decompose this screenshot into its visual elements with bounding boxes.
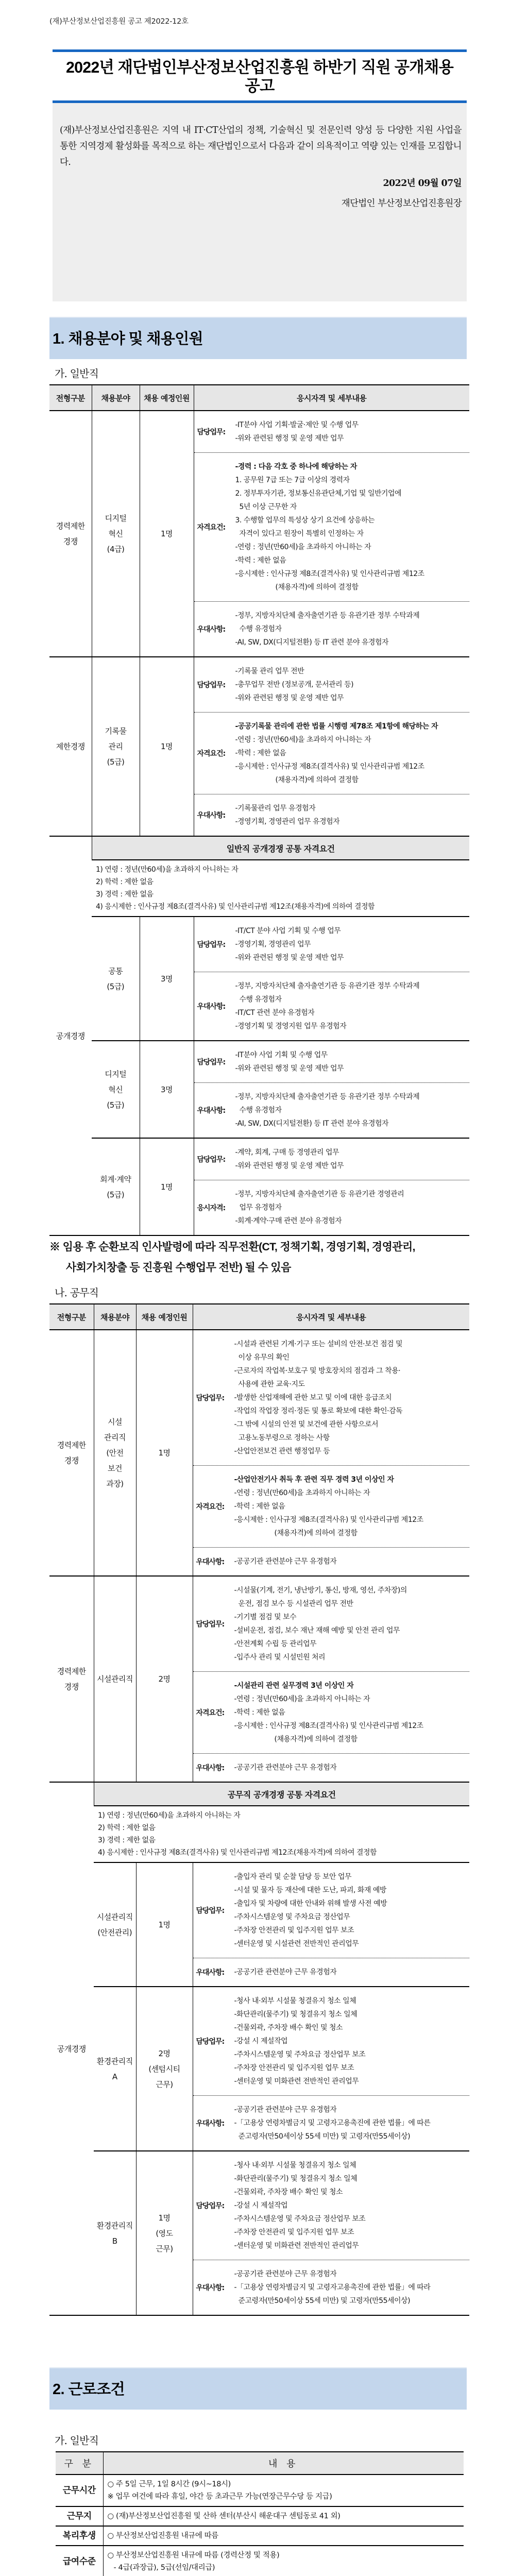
condition-value [103, 2506, 464, 2526]
job-field: 시설관리직 [94, 1576, 136, 1782]
detail-line: 수행 유경험자 [239, 1106, 282, 1114]
detail-block [193, 1547, 470, 1575]
detail-lines [234, 1584, 470, 1664]
detail-label: 우대사항: [197, 625, 226, 634]
detail-line: -정부, 지방자치단체 출자출연기관 등 유관기관 경영관리 [235, 1190, 404, 1198]
detail-line: -주차시스템운영 및 주차요금 정산업무 보조 [234, 2050, 366, 2059]
page-title: 2022년 재단법인부산정보산업진흥원 하반기 직원 공개채용 공고 [65, 58, 454, 95]
common-requirements-header-row [49, 836, 469, 860]
detail-cell [193, 1862, 469, 1987]
headcount: 1명 [140, 411, 194, 657]
detail-line: -산업안전기사 취득 후 관련 직무 경력 3년 이상인 자 [234, 1476, 394, 1484]
detail-line: 5년 이상 근무한 자 [239, 503, 297, 511]
detail-line: -안전계획 수립 등 관리업무 [234, 1640, 317, 1648]
detail-lines [234, 2267, 470, 2308]
detail-line: -정부, 지방자치단체 출자출연기관 등 유관기관 정부 수탁과제 [235, 1093, 420, 1101]
detail-line: -출입자 및 차량에 대한 안내와 위해 발생 사전 예방 [234, 1900, 387, 1908]
detail-lines [234, 1473, 470, 1540]
table-row [49, 411, 469, 657]
detail-label: 자격요건: [196, 1709, 225, 1717]
detail-line: -공공기록물 관리에 관한 법률 시행령 제78조 제1항에 해당하는 자 [235, 722, 438, 731]
detail-line: -센터운영 및 시설관련 전반적인 관리업무 [234, 1940, 359, 1948]
detail-label: 담당업무: [197, 1058, 226, 1066]
detail-lines [234, 1994, 470, 2088]
detail-block [193, 1671, 470, 1753]
condition-line: ※ 업무 여건에 따라 휴일, 야간 등 초과근무 가능(연장근무수당 등 지급) [107, 2493, 332, 2501]
detail-line: (채용자격)에 의하여 결정함 [275, 583, 359, 591]
detail-cell [194, 657, 469, 836]
detail-label: 담당업무: [196, 2038, 225, 2046]
detail-block [194, 1139, 470, 1180]
detail-block [194, 657, 470, 712]
detail-lines [235, 720, 470, 787]
detail-line: -정부, 지방자치단체 출자출연기관 등 유관기관 정부 수탁과제 [235, 612, 420, 620]
job-field: 시설 관리직 (안전 보건 과장) [94, 1330, 136, 1576]
detail-line: 고용노동부령으로 정하는 사항 [238, 1434, 330, 1442]
job-field: 공통 (5급) [92, 917, 140, 1041]
common-requirement-item: 2) 학력 : 제한 없음 [98, 1824, 156, 1832]
job-field: 시설관리직 (안전관리) [94, 1862, 136, 1987]
detail-cell [193, 1576, 469, 1782]
detail-line: 준고령자(만50세이상 55세 미만) 및 고령자(만55세이상) [238, 2297, 411, 2305]
detail-lines [235, 979, 470, 1033]
detail-line: -응시제한 : 인사규정 제8조(결격사유) 및 인사관리규범 제12조 [235, 762, 424, 771]
detail-label: 담당업무: [196, 1620, 225, 1629]
detail-line: -발생한 산업재해에 관한 보고 및 이에 대한 응급조치 [234, 1394, 392, 1402]
detail-label: 우대사항: [196, 2284, 225, 2292]
detail-line: -화단관리(물주기) 및 청결유지 청소 일체 [234, 2175, 357, 2183]
headcount: 2명 (센텀시티 근무) [136, 1987, 193, 2151]
detail-line: (채용자격)에 의하여 결정함 [275, 776, 359, 784]
detail-line: -IT분야 사업 기획 및 수행 업무 [235, 1051, 328, 1059]
column-header: 응시자격 및 세부내용 [194, 385, 469, 411]
condition-line: ○ 부산정보산업진흥원 내규에 따름 [107, 2532, 218, 2540]
detail-label: 우대사항: [196, 1558, 225, 1566]
headcount: 1명 [136, 1330, 193, 1576]
detail-block [194, 452, 470, 601]
detail-line: -주차장 안전관리 및 입주지원 업무 보조 [234, 2064, 354, 2072]
detail-line: 자격이 있다고 원장이 특별히 인정하는 자 [239, 530, 364, 538]
detail-line: -연령 : 정년(만60세)을 초과하지 아니하는 자 [235, 543, 371, 551]
detail-line: (채용자격)에 의하여 결정함 [274, 1735, 357, 1743]
headcount: 2명 [136, 1576, 193, 1782]
detail-line: -기기별 점검 및 보수 [234, 1613, 297, 1621]
condition-key: 급여수준 [56, 2546, 103, 2576]
detail-block [193, 1330, 470, 1465]
table-row [56, 2475, 464, 2506]
headcount: 3명 [140, 1041, 194, 1138]
table-row [49, 1330, 469, 1576]
detail-line: -연령 : 정년(만60세)을 초과하지 아니하는 자 [235, 736, 371, 744]
official-positions-table [49, 1303, 469, 2316]
notice-signer: 재단법인 부산정보산업진흥원장 [341, 198, 462, 209]
headcount: 1명 [140, 657, 194, 836]
detail-cell [194, 1138, 469, 1235]
detail-line: -응시제한 : 인사규정 제8조(결격사유) 및 인사관리규범 제12조 [234, 1722, 423, 1730]
detail-block [194, 1041, 470, 1082]
detail-label: 담당업무: [197, 681, 226, 689]
headcount: 1명 (영도 근무) [136, 2151, 193, 2315]
detail-line: -연령 : 정년(만60세)을 초과하지 아니하는 자 [234, 1489, 370, 1497]
common-requirement-item: 3) 경력 : 제한 없음 [98, 1836, 156, 1844]
common-requirements-row [49, 1806, 469, 1862]
condition-value [103, 2546, 464, 2576]
detail-block [193, 1577, 470, 1671]
table-header-row [49, 385, 469, 411]
detail-block [194, 972, 470, 1040]
detail-line: -「고용상 연령차별금지 및 고령자고용촉진에 관한 법률」에 따라 [234, 2283, 431, 2292]
selection-type: 경력제한 경쟁 [49, 1576, 94, 1782]
detail-label: 우대사항: [197, 1003, 226, 1011]
detail-line: -주차시스템운영 및 주차요금 정산업무 보조 [234, 2215, 366, 2223]
notice-date: 2022년 09월 07일 [383, 178, 462, 189]
column-header: 채용 예정인원 [140, 385, 194, 411]
table-row [49, 1576, 469, 1782]
column-header: 응시자격 및 세부내용 [193, 1304, 469, 1330]
detail-line: -AI, SW, DX(디지털전환) 등 IT 관련 분야 유경험자 [235, 1120, 389, 1128]
column-header: 구 분 [56, 2452, 103, 2475]
detail-cell [193, 1330, 469, 1576]
detail-lines [234, 1555, 470, 1568]
table-row [49, 917, 469, 1041]
detail-line: -입주사 관리 및 시설민원 처리 [234, 1653, 326, 1662]
detail-label: 우대사항: [197, 811, 226, 820]
detail-lines [235, 1048, 470, 1075]
section-2-heading: 2. 근로조건 [49, 2367, 467, 2410]
selection-type: 경력제한 경쟁 [49, 411, 92, 657]
detail-lines [235, 418, 470, 445]
detail-label: 응시자격: [197, 1204, 226, 1212]
detail-line: -회계·계약·구매 관련 분야 유경험자 [235, 1217, 342, 1225]
detail-block [193, 2260, 470, 2315]
common-requirement-item: 3) 경력 : 제한 없음 [96, 890, 154, 899]
detail-line: -시설과 관련된 기계·기구 또는 설비의 안전·보건 점검 및 [234, 1340, 403, 1348]
detail-line: -강설 시 제설작업 [234, 2201, 288, 2210]
detail-line: -경력 : 다음 각호 중 하나에 해당하는 자 [235, 463, 357, 471]
detail-line: (채용자격)에 의하여 결정함 [274, 1529, 357, 1537]
selection-type: 공개경쟁 [49, 836, 92, 1235]
common-requirement-item: 2) 학력 : 제한 없음 [96, 878, 154, 886]
detail-line: 업무 유경험자 [239, 1204, 282, 1212]
detail-lines [234, 1679, 470, 1746]
detail-line: -작업의 작업장 정리·정돈 및 통로 확보에 대한 확인·감독 [234, 1407, 403, 1415]
detail-line: -센터운영 및 미화관련 전반적인 관리업무 [234, 2242, 359, 2250]
detail-line: -기록물 관리 업무 전반 [235, 667, 304, 675]
detail-block [194, 411, 470, 452]
detail-line: -학력 : 제한 없음 [234, 1502, 285, 1511]
detail-block [193, 2095, 470, 2150]
common-requirements-list [92, 860, 469, 917]
detail-label: 담당업무: [197, 941, 226, 949]
detail-lines [234, 1870, 470, 1951]
detail-line: -시설 및 물자 등 재산에 대한 도난, 파괴, 화재 예방 [234, 1886, 386, 1894]
headcount: 1명 [140, 1138, 194, 1235]
detail-line: -설비운전, 점검, 보수 재난 재해 예방 및 안전 관리 업무 [234, 1626, 400, 1635]
detail-line: -학력 : 제한 없음 [234, 1708, 285, 1717]
detail-label: 우대사항: [196, 1969, 225, 1977]
detail-line: -화단관리(물주기) 및 청결유지 청소 일체 [234, 2010, 357, 2019]
detail-line: -학력 : 제한 없음 [235, 749, 286, 757]
column-header: 채용분야 [94, 1304, 136, 1330]
table-row [56, 2506, 464, 2526]
job-field: 환경관리직 A [94, 1987, 136, 2151]
condition-value [103, 2526, 464, 2546]
column-header: 전형구분 [49, 1304, 94, 1330]
detail-label: 담당업무: [197, 1156, 226, 1164]
detail-lines [235, 460, 470, 594]
detail-label: 우대사항: [196, 1764, 225, 1772]
detail-line: -IT/CT 분야 사업 기획 및 수행 업무 [235, 927, 341, 935]
column-header: 전형구분 [49, 385, 92, 411]
detail-label: 우대사항: [196, 2120, 225, 2128]
table-row [49, 1041, 469, 1138]
detail-cell [194, 411, 469, 657]
table-row [49, 1862, 469, 1987]
detail-block [193, 1958, 470, 1986]
detail-line: -경영기획, 경영관리 업무 [235, 940, 311, 948]
detail-block [194, 917, 470, 972]
detail-line: -연령 : 정년(만60세)을 초과하지 아니하는 자 [234, 1695, 370, 1703]
detail-line: -청사 내·외부 시설물 청결유지 청소 일체 [234, 1997, 356, 2005]
condition-line: ○ (재)부산정보산업진흥원 및 산하 센터(부산시 해운대구 센텀동로 41 외) [107, 2512, 340, 2520]
detail-line: -경영기획 및 경영지원 업무 유경험자 [235, 1022, 347, 1030]
intro-box [53, 103, 467, 301]
detail-cell [194, 917, 469, 1041]
detail-lines [235, 1090, 470, 1130]
table-row [56, 2546, 464, 2576]
detail-line: -계약, 회계, 구매 등 경영관리 업무 [235, 1148, 339, 1157]
detail-lines [235, 609, 470, 649]
condition-key: 근무시간 [56, 2475, 103, 2506]
detail-line: -위와 관련된 행정 및 운영 제반 업무 [235, 954, 344, 962]
detail-line: -공공기관 관련분야 근무 유경험자 [234, 1557, 337, 1566]
detail-block [194, 601, 470, 656]
condition-line: - 4급(과장급), 5급(선임/대리급) [113, 2564, 215, 2572]
detail-line: -공공기관 관련분야 근무 유경험자 [234, 2270, 337, 2278]
detail-line: -건물외곽, 주차장 배수 확인 및 청소 [234, 2188, 343, 2196]
detail-line: -산업안전보건 관련 행정업무 등 [234, 1447, 330, 1455]
condition-line: ○ 부산정보산업진흥원 내규에 따름 (경력산정 및 적용) [107, 2551, 280, 2560]
detail-line: -정부, 지방자치단체 출자출연기관 등 유관기관 정부 수탁과제 [235, 982, 420, 990]
detail-line: -IT분야 사업 기획·발굴·제안 및 수행 업무 [235, 421, 359, 429]
detail-line: 2. 정부투자기관, 정보통신유관단체,기업 및 일반기업에 [235, 489, 402, 498]
detail-line: -주차장 안전관리 및 입주지원 업무 보조 [234, 1926, 354, 1935]
job-field: 환경관리직 B [94, 2151, 136, 2315]
detail-cell [194, 1041, 469, 1138]
detail-cell [193, 2151, 469, 2315]
detail-line: 사용에 관한 교육·지도 [238, 1380, 305, 1388]
detail-line: 운전, 점검 보수 등 시설관리 업무 전반 [238, 1600, 353, 1608]
headcount: 1명 [136, 1862, 193, 1987]
job-field: 회계·계약 (5급) [92, 1138, 140, 1235]
detail-line: -응시제한 : 인사규정 제8조(결격사유) 및 인사관리규범 제12조 [235, 570, 424, 578]
common-requirements-title: 공무직 공개경쟁 공통 자격요건 [94, 1782, 469, 1806]
detail-line: -기록물관리 업무 유경험자 [235, 804, 316, 812]
condition-key: 근무지 [56, 2506, 103, 2526]
detail-line: -응시제한 : 인사규정 제8조(결격사유) 및 인사관리규범 제12조 [234, 1516, 423, 1524]
detail-block [194, 712, 470, 794]
condition-line: ○ 주 5일 근무, 1일 8시간 (9시~18시) [107, 2480, 231, 2488]
notice-number: (재)부산정보산업진흥원 공고 제2022-12호 [49, 18, 189, 26]
condition-value [103, 2475, 464, 2506]
detail-label: 담당업무: [196, 1907, 225, 1915]
detail-block [194, 1082, 470, 1138]
detail-line: -경영기획, 경영관리 업무 유경험자 [235, 818, 340, 826]
detail-line: 수행 유경험자 [239, 625, 282, 633]
detail-label: 자격요건: [197, 523, 226, 532]
general-conditions-table [56, 2451, 464, 2576]
general-positions-table [49, 384, 469, 1236]
detail-line: -청사 내·외부 시설물 청결유지 청소 일체 [234, 2161, 356, 2170]
column-header: 채용분야 [92, 385, 140, 411]
detail-line: -근로자의 작업복·보호구 및 방호장치의 점검과 그 착용· [234, 1367, 401, 1375]
detail-lines [234, 1965, 470, 1979]
detail-lines [235, 1146, 470, 1173]
detail-line: -위와 관련된 행정 및 운영 제반 업무 [235, 1064, 344, 1073]
detail-line: -「고용상 연령차별금지 및 고령자고용촉진에 관한 법률」에 따른 [234, 2119, 431, 2127]
detail-line: -IT/CT 관련 분야 유경험자 [235, 1009, 315, 1017]
section-1-heading: 1. 채용분야 및 채용인원 [49, 317, 467, 359]
detail-block [193, 1863, 470, 1958]
detail-lines [234, 2159, 470, 2252]
detail-lines [235, 665, 470, 705]
detail-label: 담당업무: [197, 428, 226, 436]
condition-key: 복리후생 [56, 2526, 103, 2546]
detail-lines [235, 924, 470, 964]
detail-line: -공공기관 관련분야 근무 유경험자 [234, 1764, 337, 1772]
common-requirement-item: 1) 연령 : 정년(만60세)을 초과하지 아니하는 자 [96, 866, 239, 874]
detail-label: 우대사항: [197, 1107, 226, 1115]
table-header-row [49, 1304, 469, 1330]
detail-label: 담당업무: [196, 1394, 225, 1402]
detail-line: -시설관리 관련 실무경력 3년 이상인 자 [234, 1682, 354, 1690]
detail-line: -건물외곽, 주차장 배수 확인 및 청소 [234, 2024, 343, 2032]
common-requirements-header-row [49, 1782, 469, 1806]
intro-body: (재)부산정보산업진흥원은 지역 내 IT·CT산업의 정책, 기술혁신 및 전문인력 양성 등 다양한 지원 사업을 통한 지역경제 활성화를 목적으로 하는 재단법인으로서 다음과 같이 의욕적이고 역량 있는 인재를 모집합니다. [60, 125, 462, 167]
common-requirements-list [94, 1806, 469, 1862]
detail-lines [235, 802, 470, 828]
detail-line: -그 밖에 시설의 안전 및 보건에 관한 사항으로서 [234, 1420, 379, 1429]
detail-label: 자격요건: [197, 750, 226, 758]
detail-block [194, 794, 470, 836]
detail-line: -주차시스템운영 및 주차요금 정산업무 [234, 1913, 350, 1921]
detail-label: 담당업무: [196, 2202, 225, 2210]
detail-lines [235, 1188, 470, 1228]
table-row [49, 1987, 469, 2151]
column-header: 내 용 [103, 2452, 464, 2475]
common-requirement-item: 4) 응시제한 : 인사규정 제8조(결격사유) 및 인사관리규범 제12조(채용자격)에 의하여 결정함 [96, 903, 375, 911]
detail-line: -위와 관련된 행정 및 운영 제반 업무 [235, 694, 344, 702]
headcount: 3명 [140, 917, 194, 1041]
detail-line: -총무업무 전반 (정보공개, 문서관리 등) [235, 681, 354, 689]
detail-line: 3. 수행할 업무의 특성상 상기 요건에 상응하는 [235, 516, 374, 524]
detail-line: 수행 유경험자 [239, 995, 282, 1004]
common-requirement-item: 4) 응시제한 : 인사규정 제8조(결격사유) 및 인사관리규범 제12조(채용자격)에 의하여 결정함 [98, 1849, 377, 1857]
detail-line: -AI, SW, DX(디지털전환) 등 IT 관련 분야 유경험자 [235, 638, 389, 647]
detail-line: 1. 공무원 7급 또는 7급 이상의 경력자 [235, 476, 350, 484]
detail-lines [234, 2103, 470, 2143]
selection-type: 공개경쟁 [49, 1782, 94, 2315]
detail-label: 자격요건: [196, 1503, 225, 1511]
detail-line: -위와 관련된 행정 및 운영 제반 업무 [235, 1162, 344, 1170]
official-subheading: 나. 공무직 [55, 1286, 99, 1299]
general-subheading: 가. 일반직 [55, 367, 99, 380]
detail-lines [234, 1761, 470, 1774]
detail-line: -강설 시 제설작업 [234, 2037, 288, 2045]
detail-line: -학력 : 제한 없음 [235, 556, 286, 565]
detail-line: 이상 유무의 확인 [238, 1353, 289, 1362]
job-field: 디지털 혁신 (4급) [92, 411, 140, 657]
table-row [56, 2526, 464, 2546]
selection-type: 제한경쟁 [49, 657, 92, 836]
detail-block [194, 1180, 470, 1235]
detail-line: -공공기관 관련분야 근무 유경험자 [234, 1968, 337, 1976]
detail-lines [234, 1337, 470, 1458]
common-requirements-title: 일반직 공개경쟁 공통 자격요건 [92, 836, 469, 860]
detail-line: -센터운영 및 미화관련 전반적인 관리업무 [234, 2077, 359, 2086]
detail-line: -시설물(기계, 전기, 냉난방기, 통신, 방재, 영선, 주차장)의 [234, 1586, 407, 1595]
table-row [49, 657, 469, 836]
table-row [49, 1138, 469, 1235]
selection-type: 경력제한 경쟁 [49, 1330, 94, 1576]
column-header: 채용 예정인원 [136, 1304, 193, 1330]
common-requirements-row [49, 860, 469, 917]
job-field: 디지털 혁신 (5급) [92, 1041, 140, 1138]
detail-line: 준고령자(만50세이상 55세 미만) 및 고령자(만55세이상) [238, 2132, 411, 2141]
detail-block [193, 1465, 470, 1547]
common-requirement-item: 1) 연령 : 정년(만60세)을 초과하지 아니하는 자 [98, 1811, 241, 1820]
job-field: 기록물 관리 (5급) [92, 657, 140, 836]
detail-line: -위와 관련된 행정 및 운영 제반 업무 [235, 434, 344, 443]
table-row [49, 2151, 469, 2315]
title-block [53, 49, 467, 103]
detail-line: -주차장 안전관리 및 입주지원 업무 보조 [234, 2228, 354, 2236]
detail-line: -출입자 관리 및 순찰 담당 등 보안 업무 [234, 1873, 352, 1881]
rotation-footnote: ※ 임용 후 순환보직 인사발령에 따라 직무전환(CT, 정책기획, 경영기획, 경영관리, 사회가치창출 등 진흥원 수행업무 전반) 될 수 있음 [49, 1241, 415, 1274]
conditions-general-subheading: 가. 일반직 [55, 2434, 99, 2447]
detail-line: -공공기관 관련분야 근무 유경험자 [234, 2106, 337, 2114]
detail-block [193, 1987, 470, 2095]
detail-cell [193, 1987, 469, 2151]
detail-block [193, 1753, 470, 1782]
detail-block [193, 2151, 470, 2260]
